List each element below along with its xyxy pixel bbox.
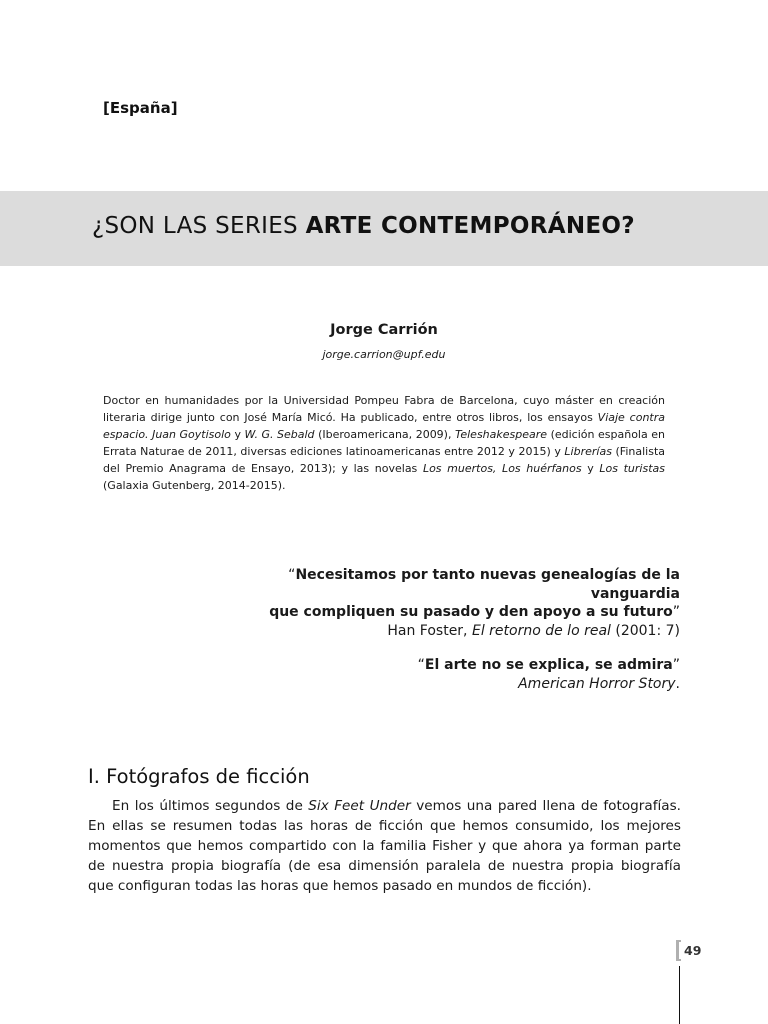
- author-name: Jorge Carrión: [330, 322, 438, 338]
- section-tag: [España]: [103, 99, 178, 117]
- bio-text: (Finalista del Premio Anagrama de Ensayo, 2013); y las novelas: [103, 445, 665, 475]
- bio-italic: Librerías: [564, 445, 612, 458]
- bio-text: (edición española en Errata Naturae de 2011, diversas ediciones latinoamericanas entre 2012 y 2015) y: [103, 428, 665, 458]
- bio-text: (Iberoamericana, 2009),: [314, 428, 455, 441]
- bio-italic: Los muertos, Los huérfanos: [422, 462, 582, 475]
- title-part-1: ¿SON LAS SERIES: [92, 213, 306, 239]
- quote-close-mark: ”: [672, 657, 680, 673]
- page-number-bracket: [676, 940, 681, 961]
- epigraph-1: [200, 566, 680, 640]
- epigraph-2: [280, 656, 680, 693]
- title-part-2: ARTE CONTEMPORÁNEO?: [305, 213, 635, 239]
- paragraph-text: vemos una pared llena de fotografías. En ellas se resumen todas las horas de ficción que hemos consumido, los mejores momentos que hemos compartido con la familia Fisher y que ahora ya forman parte de nuestra propia biografía (de esa dimensión paralela de nuestra propia biografía que configuran todas las horas que hemos pasado en mundos de ficción).: [88, 798, 681, 894]
- quote-end: .: [675, 675, 680, 692]
- quote-source: American Horror Story: [518, 675, 676, 692]
- quote-close-mark: ”: [672, 604, 680, 620]
- quote-text: El arte no se explica, se admira: [424, 657, 673, 673]
- quote-reference: (2001: 7): [610, 622, 680, 639]
- quote-line-2: que compliquen su pasado y den apoyo a su futuro: [269, 604, 673, 620]
- paragraph-text: En los últimos segundos de: [112, 798, 309, 814]
- bio-italic: Los turistas: [599, 462, 665, 475]
- bio-text: Doctor en humanidades por la Universidad Pompeu Fabra de Barcelona, cuyo máster en creación literaria dirige junto con José María Micó. Ha publicado, entre otros libros, los ensayos: [103, 394, 665, 424]
- bio-text: y: [581, 462, 600, 475]
- bio-italic: Viaje contra espacio. Juan Goytisolo: [103, 411, 666, 441]
- bio-text: y: [230, 428, 245, 441]
- bio-text: (Galaxia Gutenberg, 2014-2015).: [103, 479, 286, 492]
- quote-line-1: Necesitamos por tanto nuevas genealogías de la vanguardia: [295, 567, 680, 602]
- article-title: [92, 213, 635, 239]
- page-number: 49: [684, 943, 702, 958]
- quote-work: El retorno de lo real: [471, 622, 611, 639]
- quote-open-mark: “: [288, 567, 296, 583]
- quote-open-mark: “: [417, 657, 425, 673]
- page-rule: [679, 966, 680, 1024]
- body-paragraph: [88, 796, 681, 896]
- bio-italic: Teleshakespeare: [455, 428, 548, 441]
- author-bio: [103, 392, 665, 494]
- series-title: Six Feet Under: [308, 798, 411, 814]
- quote-author: Han Foster,: [387, 622, 472, 639]
- section-heading: I. Fotógrafos de ficción: [88, 765, 310, 788]
- bio-italic: W. G. Sebald: [244, 428, 315, 441]
- author-email: jorge.carrion@upf.edu: [322, 348, 446, 361]
